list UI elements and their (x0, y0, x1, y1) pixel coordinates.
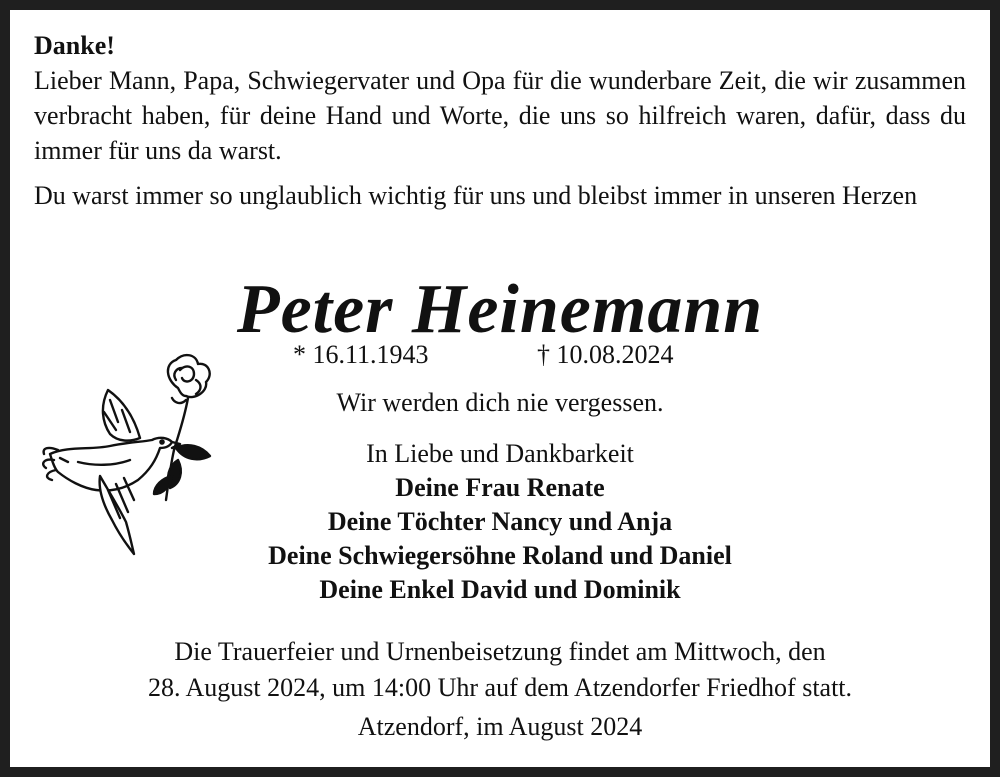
intro-text (34, 28, 966, 213)
family-line: Deine Schwiegersöhne Roland und Daniel (268, 541, 732, 570)
signoff-text: In Liebe und Dankbarkeit (366, 439, 634, 468)
intro-paragraph: Lieber Mann, Papa, Schwiegervater und Opa für die wunderbare Zeit, die wir zusammen verbracht haben, für deine Hand und Worte, die uns so hilfreich waren, dafür, dass du immer für uns da warst. (34, 66, 966, 165)
ceremony-line: 28. August 2024, um 14:00 Uhr auf dem Atzendorfer Friedhof statt. (147, 673, 853, 702)
ceremony-line: Die Trauerfeier und Urnenbeisetzung findet am Mittwoch, den (174, 637, 826, 666)
signoff-block (10, 437, 990, 607)
obituary-notice (10, 10, 990, 767)
intro-paragraph-2: Du warst immer so unglaublich wichtig für uns und bleibst immer in unseren Herzen (34, 181, 918, 210)
family-line: Deine Enkel David und Dominik (319, 575, 681, 604)
remembrance-line: Wir werden dich nie vergessen. (336, 388, 664, 417)
family-line: Deine Frau Renate (395, 473, 605, 502)
ceremony-info (10, 634, 990, 706)
birth-date: * 16.11.1943 (293, 340, 429, 369)
notice-heading: Danke! (34, 31, 115, 60)
death-date: † 10.08.2024 (537, 340, 674, 369)
family-line: Deine Töchter Nancy und Anja (327, 507, 673, 536)
deceased-name: Peter Heinemann (236, 271, 764, 348)
place-and-date: Atzendorf, im August 2024 (357, 712, 643, 741)
